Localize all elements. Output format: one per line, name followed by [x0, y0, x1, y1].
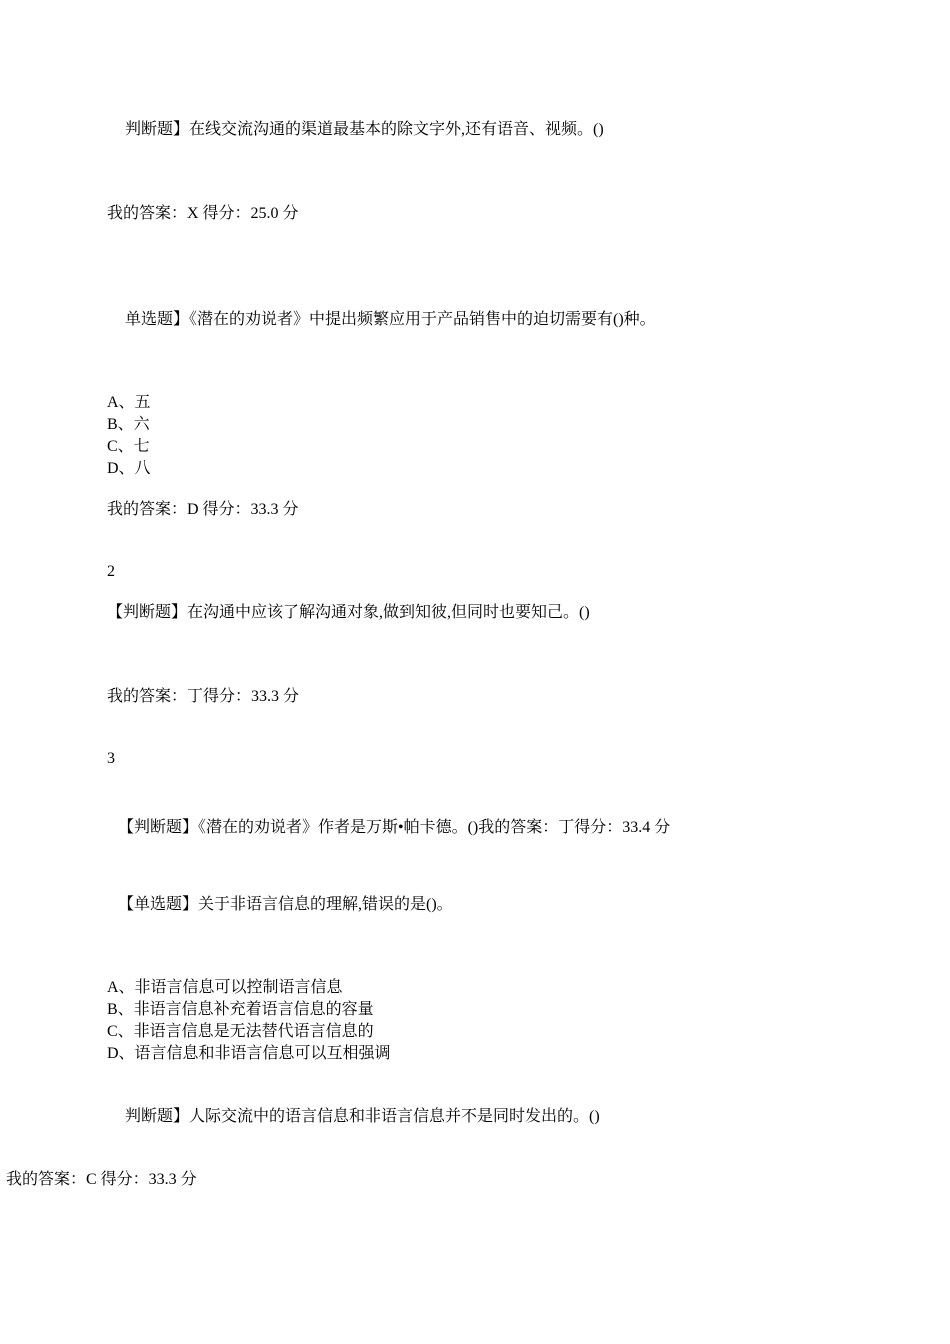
question-3-number: 2: [107, 563, 115, 580]
question-5-text: 【单选题】关于非语言信息的理解,错误的是()。: [118, 896, 453, 913]
question-5-option-d: D、语言信息和非语言信息可以互相强调: [107, 1045, 391, 1062]
question-5-option-c: C、非语言信息是无法替代语言信息的: [107, 1023, 374, 1040]
question-5-option-b: B、非语言信息补充着语言信息的容量: [107, 1001, 374, 1018]
question-3-answer: 我的答案：丁得分：33.3 分: [107, 688, 300, 705]
question-3-text: 【判断题】在沟通中应该了解沟通对象,做到知彼,但同时也要知己。(): [107, 604, 590, 621]
question-6-text: 判断题】人际交流中的语言信息和非语言信息并不是同时发出的。(): [125, 1108, 600, 1125]
question-4-text: 【判断题】《潜在的劝说者》作者是万斯•帕卡德。()我的答案：丁得分：33.4 分: [118, 819, 671, 836]
question-2-option-c: C、七: [107, 438, 150, 455]
question-1-text: 判断题】在线交流沟通的渠道最基本的除文字外,还有语音、视频。(): [125, 121, 604, 138]
question-2-option-a: A、五: [107, 394, 151, 411]
question-1-answer: 我的答案：X 得分：25.0 分: [107, 205, 299, 222]
question-4-number: 3: [107, 750, 115, 767]
question-2-answer: 我的答案：D 得分：33.3 分: [107, 501, 299, 518]
question-2-option-d: D、八: [107, 460, 151, 477]
question-6-answer: 我的答案：C 得分：33.3 分: [6, 1171, 197, 1188]
question-5-option-a: A、非语言信息可以控制语言信息: [107, 979, 343, 996]
question-2-option-b: B、六: [107, 416, 150, 433]
question-2-text: 单选题】《潜在的劝说者》中提出频繁应用于产品销售中的迫切需要有()种。: [125, 311, 656, 328]
